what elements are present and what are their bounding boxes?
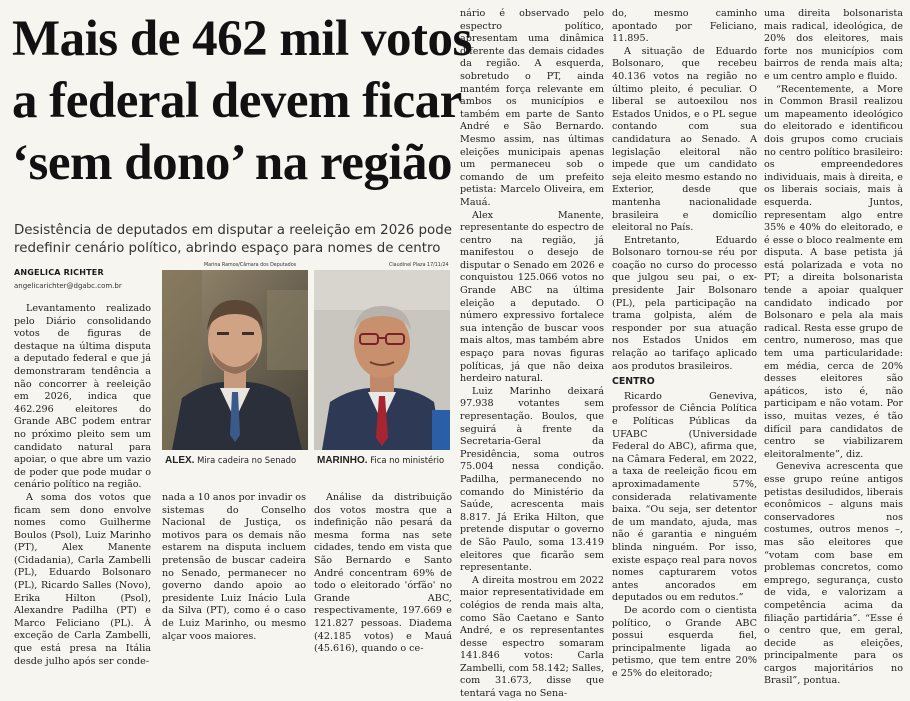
byline-author: ANGELICA RICHTER <box>14 268 104 277</box>
column-3 <box>314 492 452 656</box>
photo-caption-alex <box>165 455 296 466</box>
paragraph: A soma dos votos que ficam sem dono envolve nomes como Guilherme Boulos (Psol), Luiz Marinho (PT), Alex Manente (Cidadania), Carla Zambelli (PL), Eduardo Bolsonaro (PL), Ricardo Salles (Novo), Erika Hilton (Psol), Alexandre Padilha (PT) e Marco Feliciano (PL). À exceção de Carla Zambelli, que está presa na Itália desde julho após ser conde- <box>14 491 151 667</box>
paragraph: A direita mostrou em 2022 maior representatividade em colégios de renda mais alta, como São Caetano e Santo André, e os representantes desse espectro somaram 141.846 votos: Carla Zambelli, com 58.142; Salles, com 31.673, disse que tentará vaga no Sena- <box>460 574 604 700</box>
column-2 <box>162 492 306 643</box>
caption-text: Fica no ministério <box>367 455 445 465</box>
paragraph: Luiz Marinho deixará 97.938 votantes sem representação. Boulos, que seguirá à frente da Secretaria-Geral da Presidência, soma outros 75.004 nessa condição. Padilha, permanecendo no comando do Ministério da Saúde, acrescenta mais 8.817. Já Erika Hilton, que pretende disputar o governo de São Paulo, soma 13.419 eleitores que ficarão sem representante. <box>460 385 604 574</box>
caption-name: MARINHO. <box>317 455 368 466</box>
byline-email: angelicarichter@dgabc.com.br <box>14 282 122 290</box>
paragraph: Geneviva acrescenta que esse grupo reúne antigos petistas desiludidos, liberais econômicos – alguns mais conservadores nos costumes, outros menos –, mas são eleitores que “votam com base em problemas concretos, como emprego, segurança, custo de vida, e valorizam a competência acima da filiação partidária”. “Esse é o centro que, em geral, decide as eleições, principalmente para os cargos majoritários no Brasil”, pontua. <box>764 461 903 687</box>
headline-line-2: a federal devem ficar <box>12 73 462 129</box>
headline <box>12 8 472 194</box>
headline-line-3: ‘sem dono’ na região <box>12 135 453 191</box>
paragraph: “Recentemente, a More in Common Brasil realizou um mapeamento ideológico do eleitorado e identificou dois grupos como cruciais no centro político brasileiro: os empreendedores individuais, mais à direita, e os liberais sociais, mais à esquerda. Juntos, representam algo entre 35% e 40% do eleitorado, e é esse o bloco realmente em disputa. A base petista já está polarizada e vota no PT; a direita bolsonarista tende a apoiar qualquer candidato indicado por Bolsonaro e pela ala mais radical. Resta esse grupo de centro, numeroso, mas que tem uma particularidade: em média, cerca de 20% desses eleitores são apáticos, isto é, não participam e não votam. Por isso, muitas vezes, é tão difícil para candidatos de centro se viabilizarem eleitoralmente”, diz. <box>764 83 903 460</box>
paragraph: Entretanto, Eduardo Bolsonaro tornou-se réu por coação no curso do processo que julgou seu pai, o ex-presidente Jair Bolsonaro (PL), pela participação na trama golpista, além de responder por sua atuação nos Estados Unidos em relação ao tarifaço aplicado aos produtos brasileiros. <box>612 234 757 372</box>
subheadline: Desistência de deputados em disputar a reeleição em 2026 pode redefinir cenário político, abrindo espaço para nomes de centro <box>14 223 452 256</box>
paragraph: Levantamento realizado pelo Diário consolidando votos de figuras de destaque na última disputa a deputado federal e que já demonstraram tendência a não concorrer à reeleição em 2026, indica que 462.296 eleitores do Grande ABC podem entrar no próximo pleito sem um candidato natural para apoiar, o que abre um vazio de poder que pode mudar o cenário político na região. <box>14 303 151 491</box>
paragraph: do, mesmo caminho apontado por Feliciano, 11.895. <box>612 8 757 45</box>
paragraph: De acordo com o cientista político, o Grande ABC possui esquerda fiel, principalmente ligada ao petismo, que tem entre 20% e 25% do eleitorado; <box>612 604 757 679</box>
photo-credit-marinho: Claudinei Plaza 17/11/24 <box>389 263 449 268</box>
column-1 <box>14 303 151 668</box>
alex-photo-illustration <box>162 270 308 450</box>
photo-credit-alex: Marina Ramos/Câmara dos Deputados <box>204 263 297 268</box>
caption-name: ALEX. <box>165 455 195 466</box>
caption-text: Mira cadeira no Senado <box>194 455 297 465</box>
paragraph: uma direita bolsonarista mais radical, ideológica, de 20% dos eleitores, mais forte nos municípios com bairros de renda mais alta; e um centro amplo e fluido. <box>764 8 903 82</box>
column-6 <box>764 8 903 688</box>
headline-line-1: Mais de 462 mil votos <box>12 11 472 67</box>
column-5 <box>612 8 757 680</box>
paragraph: A situação de Eduardo Bolsonaro, que recebeu 40.136 votos na região no último pleito, é peculiar. O liberal se autoexilou nos Estados Unidos, e o PL segue contando com sua candidatura ao Senado. A legislação eleitoral não impede que um candidato seja eleito mesmo estando no Exterior, desde que mantenha nacionalidade brasileira e domicílio eleitoral no País. <box>612 45 757 234</box>
column-4 <box>460 8 604 701</box>
photo-alex-manente <box>162 270 308 450</box>
photo-caption-marinho <box>317 455 444 466</box>
paragraph: Alex Manente, representante do espectro de centro na região, já manifestou o desejo de disputar o Senado em 2026 e conquistou 125.066 votos no Grande ABC na última eleição a deputado. O número expressivo fortalece sua intenção de buscar voos mais altos, mas também abre espaço para novas figuras políticas, já que não deixa herdeiro natural. <box>460 209 604 385</box>
paragraph: nada a 10 anos por invadir os sistemas do Conselho Nacional de Justiça, os motivos para os demais não estarem na disputa incluem pretensão de buscar cadeira no Senado, permanecer no governo dando apoio ao presidente Luiz Inácio Lula da Silva (PT), como é o caso de Luiz Marinho, ou mesmo alçar voos maiores. <box>162 492 306 642</box>
paragraph: Análise da distribuição dos votos mostra que a indefinição não pesará da mesma forma nas sete cidades, tendo em vista que São Bernardo e Santo André concentram 69% de todo o eleitorado 'órfão' no Grande ABC, respectivamente, 197.669 e 121.827 pessoas. Diadema (42.185 votos) e Mauá (45.616), quando o ce- <box>314 492 452 655</box>
section-heading: CENTRO <box>612 376 655 388</box>
photo-luiz-marinho <box>314 270 450 450</box>
paragraph: Ricardo Geneviva, professor de Ciência Política e Políticas Públicas da UFABC (Universidade Federal do ABC), afirma que, na Câmara Federal, em 2022, a taxa de reeleição ficou em aproximadamente 57%, considerada relativamente baixa. “Ou seja, ser detentor de um mandato, ajuda, mas não é garantia e ninguém blinda ninguém. Por isso, existe espaço real para novos nomes capturarem votos antes ancorados em deputados ou em redutos.” <box>612 390 757 604</box>
paragraph: nário é observado pelo espectro político, apresentam uma dinâmica diferente das demais cidades da região. A esquerda, sobretudo o PT, ainda mantém força relevante em ambos os municípios e também em parte de Santo André e São Bernardo. Mesmo assim, nas últimas eleições municipais apenas um permaneceu sob o comando de um prefeito petista: Marcelo Oliveira, em Mauá. <box>460 8 604 208</box>
marinho-photo-illustration <box>314 270 450 450</box>
